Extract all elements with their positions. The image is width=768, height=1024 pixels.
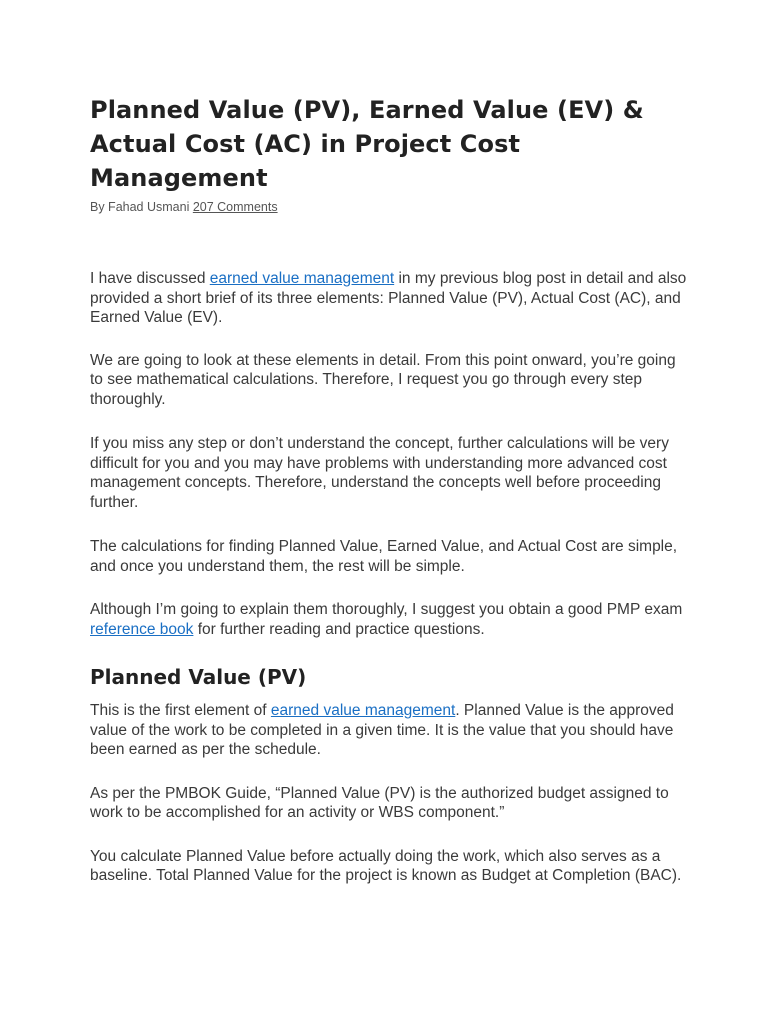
article-title: Planned Value (PV), Earned Value (EV) & Actual Cost (AC) in Project Cost Management [90, 96, 644, 192]
paragraph-text: I have discussed [90, 270, 210, 287]
paragraph-intro [90, 269, 690, 328]
article [90, 93, 690, 886]
paragraph-text: Although I’m going to explain them thoroughly, I suggest you obtain a good PMP exam [90, 601, 683, 618]
paragraph-bac: You calculate Planned Value before actually doing the work, which also serves as a baseline. Total Planned Value for the project is known as Budget at Completion (BAC). [90, 847, 682, 884]
comments-link[interactable]: 207 Comments [192, 200, 278, 214]
earned-value-management-link[interactable]: earned value management [209, 270, 395, 287]
section-heading-planned-value: Planned Value (PV) [90, 665, 307, 689]
paragraph-text: for further reading and practice questions. [193, 620, 485, 638]
paragraph-reference-book [90, 600, 690, 639]
byline-author: By Fahad Usmani [90, 200, 193, 214]
byline [90, 198, 690, 216]
paragraph-pmbok-quote: As per the PMBOK Guide, “Planned Value (PV) is the authorized budget assigned to work to be accomplished for an activity or WBS component.” [90, 784, 669, 821]
paragraph-simple-calculations: The calculations for finding Planned Value, Earned Value, and Actual Cost are simple, and once you understand them, the rest will be simple. [90, 538, 678, 575]
paragraph-pv-definition [90, 701, 690, 760]
paragraph-text: This is the first element of [90, 702, 271, 719]
paragraph-miss-step: If you miss any step or don’t understand the concept, further calculations will be very difficult for you and you may have problems with understanding more advanced cost management concepts. Therefore, understand the concepts well before proceeding further. [90, 435, 669, 511]
reference-book-link[interactable]: reference book [90, 620, 194, 638]
paragraph-calculations-warning: We are going to look at these elements in detail. From this point onward, you’re going to see mathematical calculations. Therefore, I request you go through every step thoroughly. [90, 351, 676, 408]
earned-value-management-link[interactable]: earned value management [270, 702, 456, 719]
paragraph-text: . Planned Value is the approved value of the work to be completed in a given time. It is the value that you should have been earned as per the schedule. [90, 702, 674, 758]
paragraph-text: in my previous blog post in detail and also provided a short brief of its three elements: Planned Value (PV), Actual Cost (AC), and Earned Value (EV). [90, 270, 687, 326]
